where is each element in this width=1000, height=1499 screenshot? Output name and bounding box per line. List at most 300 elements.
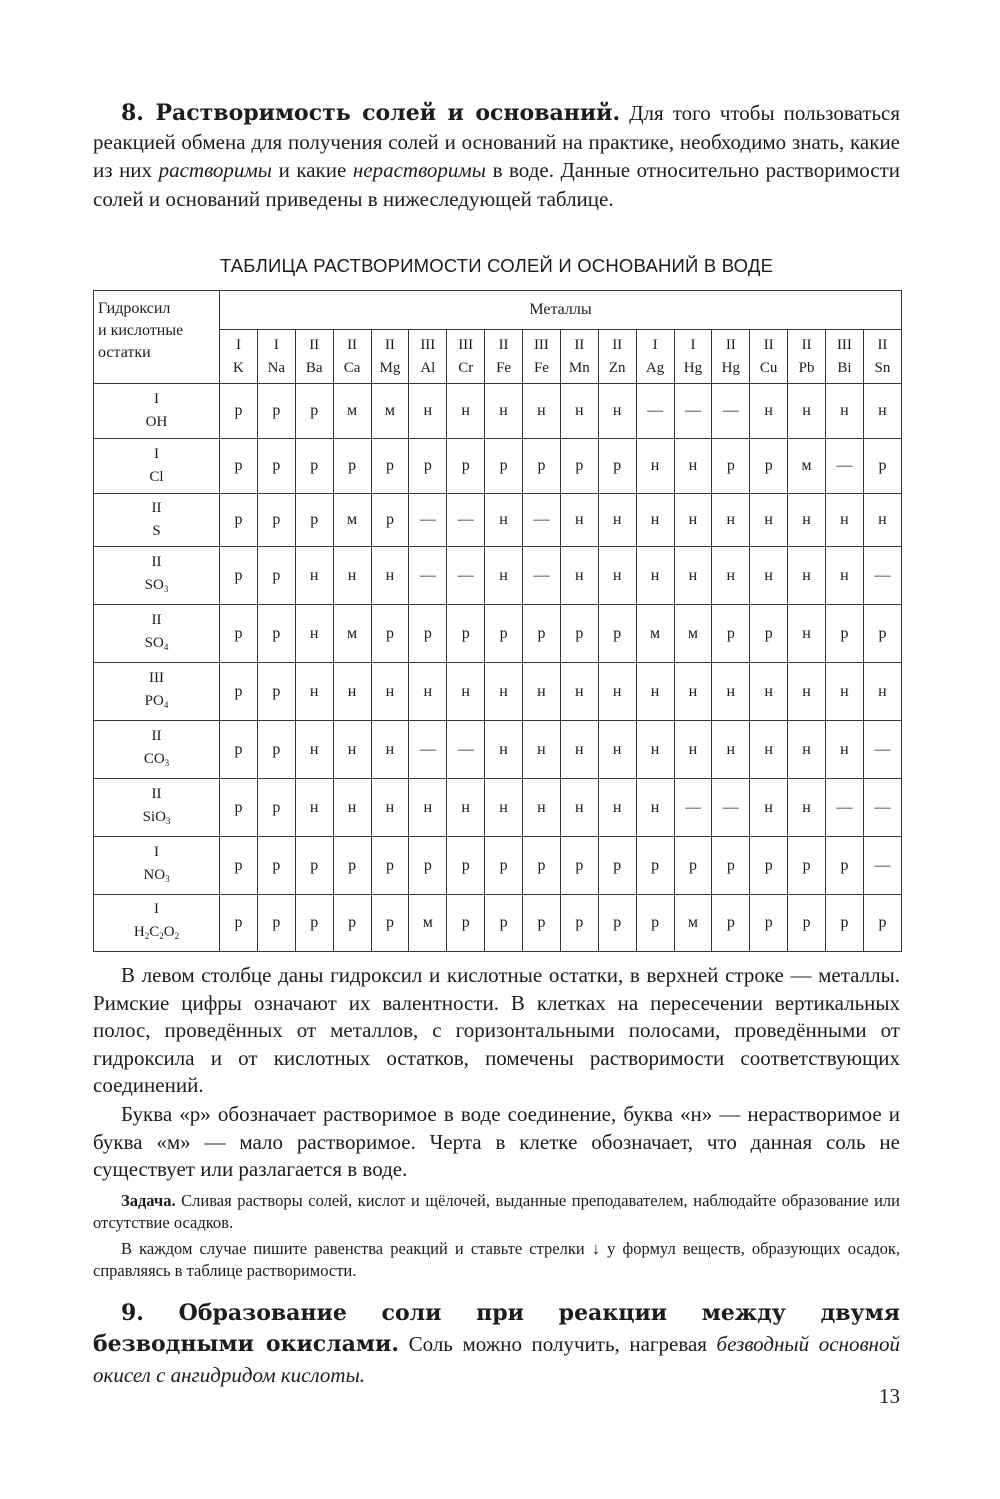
metal-header-cell (750, 330, 788, 384)
solubility-cell: н (523, 663, 561, 721)
anion-header-cell (94, 779, 220, 837)
metal-symbol: Fe (496, 359, 512, 376)
solubility-cell: — (674, 384, 712, 439)
solubility-cell: — (674, 779, 712, 837)
solubility-cell: р (485, 605, 523, 663)
solubility-cell: н (636, 494, 674, 547)
solubility-cell: р (409, 605, 447, 663)
solubility-cell: н (712, 663, 750, 721)
metal-valence: II (347, 336, 358, 353)
solubility-cell: р (371, 439, 409, 494)
formula-subscript: 4 (163, 699, 169, 710)
solubility-cell: р (220, 605, 258, 663)
solubility-cell: н (636, 663, 674, 721)
solubility-cell: н (598, 779, 636, 837)
anion-valence: III (149, 669, 164, 686)
solubility-cell: — (409, 721, 447, 779)
metal-symbol: Al (420, 359, 436, 376)
solubility-cell: р (220, 895, 258, 952)
anion-formula (94, 864, 219, 891)
solubility-cell: р (257, 439, 295, 494)
solubility-cell: р (295, 384, 333, 439)
metal-header-cell (788, 330, 826, 384)
solubility-cell: р (333, 837, 371, 895)
solubility-cell: н (371, 721, 409, 779)
anion-header-cell (94, 663, 220, 721)
solubility-cell: м (333, 605, 371, 663)
solubility-cell: — (863, 779, 901, 837)
solubility-cell: р (220, 779, 258, 837)
solubility-cell: р (257, 779, 295, 837)
solubility-cell: н (295, 547, 333, 605)
solubility-cell: н (485, 547, 523, 605)
solubility-cell: н (560, 384, 598, 439)
solubility-cell: м (333, 494, 371, 547)
solubility-cell: — (409, 494, 447, 547)
metal-symbol: Bi (837, 359, 852, 376)
solubility-cell: р (788, 895, 826, 952)
metal-symbol: Na (267, 359, 286, 376)
anion-header-cell (94, 547, 220, 605)
table-caption: ТАБЛИЦА РАСТВОРИМОСТИ СОЛЕЙ И ОСНОВАНИЙ В ВОДЕ (219, 255, 774, 276)
solubility-cell: н (863, 663, 901, 721)
solubility-cell: н (560, 779, 598, 837)
solubility-cell: н (712, 547, 750, 605)
solubility-cell: н (447, 779, 485, 837)
solubility-cell: н (788, 779, 826, 837)
solubility-cell: р (712, 605, 750, 663)
task-instruction: В каждом случае пишите равенства реакций и ставьте стрелки ↓ у формул веществ, образующих осадок, справляясь в таблице растворимости. (93, 1239, 900, 1280)
solubility-cell: р (220, 547, 258, 605)
solubility-cell: н (636, 721, 674, 779)
solubility-cell: н (750, 779, 788, 837)
solubility-cell: р (788, 837, 826, 895)
solubility-cell: н (598, 494, 636, 547)
solubility-cell: р (523, 895, 561, 952)
metal-symbol: Ag (645, 359, 665, 376)
solubility-cell: р (447, 895, 485, 952)
metal-valence: I (235, 336, 241, 353)
formula-part: SO (144, 576, 164, 593)
section-8-text: и какие (272, 158, 353, 183)
anion-formula (94, 411, 219, 434)
solubility-cell: р (447, 439, 485, 494)
anion-header-cell (94, 439, 220, 494)
solubility-cell: м (636, 605, 674, 663)
solubility-cell: р (371, 895, 409, 952)
metal-header-cell (485, 330, 523, 384)
metal-header-cell (409, 330, 447, 384)
formula-part: SO (144, 634, 164, 651)
table-explanation-paragraph: В левом столбце даны гидроксил и кислотные остатки, в верхней строке — металлы. Римские цифры означают их валентности. В клетках на пересечении вертикальных полос, проведённых от металлов, с горизонтальными полосами, проведёнными от гидроксила и от кислотных остатков, помечены растворимости соответствующих соединений. (93, 963, 900, 1097)
solubility-cell: н (523, 779, 561, 837)
solubility-cell: р (485, 439, 523, 494)
solubility-cell: н (598, 663, 636, 721)
row-header-corner (94, 291, 220, 384)
anion-formula (94, 520, 219, 543)
solubility-cell: р (447, 605, 485, 663)
solubility-cell: р (712, 439, 750, 494)
formula-part: C (149, 924, 160, 940)
solubility-cell: р (333, 895, 371, 952)
formula-subscript: 4 (163, 641, 169, 652)
task-label: Задача. (121, 1191, 176, 1210)
solubility-cell: н (485, 663, 523, 721)
table-row (94, 605, 902, 663)
metal-symbol: Sn (874, 359, 891, 376)
solubility-cell: — (863, 547, 901, 605)
solubility-cell: — (712, 779, 750, 837)
solubility-cell: н (674, 494, 712, 547)
metal-header-cell (295, 330, 333, 384)
section-8-paragraph (93, 99, 900, 213)
anion-valence: II (151, 500, 162, 516)
solubility-cell: — (712, 384, 750, 439)
table-row (94, 837, 902, 895)
solubility-cell: р (409, 837, 447, 895)
solubility-cell: р (826, 605, 864, 663)
formula-subscript: 3 (165, 815, 171, 826)
emphasis-soluble: растворимы (158, 158, 273, 183)
solubility-cell: н (826, 721, 864, 779)
solubility-cell: н (598, 547, 636, 605)
solubility-cell: р (636, 895, 674, 952)
metal-symbol: K (233, 359, 244, 376)
solubility-cell: р (485, 895, 523, 952)
anion-formula (94, 466, 219, 489)
anion-header-cell (94, 895, 220, 952)
formula-part: SiO (142, 808, 166, 825)
table-row (94, 439, 902, 494)
metal-valence: II (309, 336, 320, 353)
metal-valence: II (763, 336, 774, 353)
solubility-cell: м (409, 895, 447, 952)
solubility-cell: р (712, 895, 750, 952)
anion-header-cell (94, 721, 220, 779)
task-text: Сливая растворы солей, кислот и щёлочей, выданные преподавателем, наблюдайте образование или отсутствие осадков. (93, 1191, 900, 1232)
solubility-cell: н (560, 547, 598, 605)
solubility-cell: р (560, 895, 598, 952)
solubility-cell: р (257, 494, 295, 547)
anion-header-cell (94, 384, 220, 439)
solubility-cell: н (788, 605, 826, 663)
metal-symbol: Pb (798, 359, 815, 376)
formula-part: PO (144, 692, 164, 709)
corner-line: и кислотные (98, 322, 184, 339)
table-row (94, 547, 902, 605)
metal-header-cell (220, 330, 258, 384)
metal-valence: III (420, 336, 436, 353)
solubility-cell: — (447, 547, 485, 605)
solubility-cell: н (295, 605, 333, 663)
solubility-cell: н (826, 663, 864, 721)
solubility-cell: н (598, 721, 636, 779)
section-9-text: Соль можно получить, нагревая (399, 1332, 717, 1356)
legend-paragraph: Буква «р» обозначает растворимое в воде соединение, буква «н» — нерастворимое и буква «м» — мало растворимое. Черта в клетке обозначает, что данная соль не существует или разлагается в воде. (93, 1102, 900, 1181)
metal-valence: II (801, 336, 812, 353)
metal-valence: II (877, 336, 888, 353)
solubility-cell: м (371, 384, 409, 439)
metal-valence: II (384, 336, 395, 353)
solubility-cell: — (826, 439, 864, 494)
table-row (94, 721, 902, 779)
table-row (94, 779, 902, 837)
anion-valence: II (151, 727, 162, 744)
solubility-cell: р (295, 837, 333, 895)
anion-valence: II (151, 553, 162, 570)
solubility-cell: р (220, 439, 258, 494)
solubility-cell: р (750, 439, 788, 494)
metal-symbol: Mg (379, 359, 401, 376)
metal-symbol: Ca (343, 359, 361, 376)
solubility-cell: м (674, 895, 712, 952)
solubility-cell: н (636, 547, 674, 605)
solubility-cell: р (598, 837, 636, 895)
formula-part: NO (143, 866, 166, 883)
solubility-cell: р (371, 605, 409, 663)
formula-subscript: 3 (164, 757, 170, 768)
solubility-cell: н (409, 779, 447, 837)
solubility-cell: н (560, 721, 598, 779)
solubility-cell: н (560, 663, 598, 721)
formula-subscript: 2 (159, 931, 164, 941)
metal-valence: III (533, 336, 549, 353)
metal-header-cell (523, 330, 561, 384)
solubility-cell: н (788, 721, 826, 779)
table-row (94, 384, 902, 439)
metal-valence: I (652, 336, 658, 353)
solubility-cell: н (523, 384, 561, 439)
metals-header: Металлы (220, 291, 902, 330)
solubility-cell: — (447, 494, 485, 547)
metal-symbol: Cr (458, 359, 474, 376)
solubility-cell: н (447, 384, 485, 439)
table-header-row (94, 291, 902, 330)
solubility-cell: — (636, 384, 674, 439)
solubility-cell: н (750, 721, 788, 779)
solubility-cell: н (333, 779, 371, 837)
solubility-cell: н (636, 439, 674, 494)
solubility-cell: н (826, 384, 864, 439)
solubility-cell: р (257, 605, 295, 663)
solubility-cell: р (560, 605, 598, 663)
metal-symbol: Ba (305, 359, 323, 376)
task-paragraph (93, 1190, 900, 1234)
section-9-paragraph (93, 1298, 900, 1391)
solubility-cell: н (295, 663, 333, 721)
anion-header-cell (94, 494, 220, 547)
solubility-cell: р (257, 547, 295, 605)
metal-header-cell (560, 330, 598, 384)
solubility-cell: р (220, 384, 258, 439)
metal-valence: I (273, 336, 279, 353)
anion-valence: I (154, 446, 159, 462)
solubility-cell: р (371, 494, 409, 547)
solubility-cell: м (674, 605, 712, 663)
metal-header-cell (333, 330, 371, 384)
solubility-cell: р (333, 439, 371, 494)
formula-subscript: 2 (174, 931, 180, 941)
solubility-cell: н (333, 663, 371, 721)
solubility-cell: н (598, 384, 636, 439)
anion-valence: I (154, 843, 159, 860)
solubility-cell: н (712, 494, 750, 547)
formula-part: S (152, 523, 161, 539)
solubility-cell: р (712, 837, 750, 895)
solubility-cell: р (295, 494, 333, 547)
solubility-cell: р (560, 837, 598, 895)
formula-subscript: 2 (144, 931, 150, 941)
solubility-cell: н (333, 721, 371, 779)
solubility-cell: н (409, 384, 447, 439)
anion-formula (94, 748, 219, 775)
solubility-cell: н (485, 494, 523, 547)
solubility-cell: н (826, 494, 864, 547)
page-number: 13 (879, 1384, 900, 1408)
metal-valence: II (612, 336, 623, 353)
solubility-cell: р (409, 439, 447, 494)
solubility-cell: м (788, 439, 826, 494)
metal-valence: III (458, 336, 474, 353)
metal-header-cell (863, 330, 901, 384)
anion-valence: II (151, 611, 162, 628)
solubility-cell: н (295, 721, 333, 779)
table-row (94, 663, 902, 721)
solubility-cell: р (257, 384, 295, 439)
solubility-cell: н (674, 439, 712, 494)
solubility-cell: — (863, 721, 901, 779)
metal-valence: I (690, 336, 696, 353)
corner-line: остатки (98, 344, 151, 361)
metal-symbol: Mn (568, 359, 590, 376)
formula-subscript: 3 (165, 873, 170, 884)
solubility-cell: н (674, 721, 712, 779)
metal-header-cell (598, 330, 636, 384)
solubility-cell: н (371, 663, 409, 721)
corner-line: Гидроксил (98, 300, 171, 317)
solubility-cell: р (863, 605, 901, 663)
solubility-cell: р (220, 721, 258, 779)
solubility-cell: р (220, 663, 258, 721)
solubility-cell: — (863, 837, 901, 895)
solubility-cell: н (750, 384, 788, 439)
solubility-cell: н (712, 721, 750, 779)
solubility-cell: — (409, 547, 447, 605)
solubility-cell: р (750, 605, 788, 663)
solubility-cell: р (826, 895, 864, 952)
solubility-cell: н (560, 494, 598, 547)
metal-symbol: Hg (683, 359, 703, 376)
solubility-cell: н (409, 663, 447, 721)
section-8-heading: 8. Растворимость солей и оснований. (121, 100, 621, 126)
solubility-cell: н (750, 494, 788, 547)
solubility-cell: н (788, 663, 826, 721)
solubility-cell: р (598, 605, 636, 663)
solubility-cell: р (863, 895, 901, 952)
metal-valence: II (574, 336, 585, 353)
section-8-text: в воде. Данные относительно растворимости солей и оснований приведены в нижеследующей таблице. (93, 158, 900, 211)
table-row (94, 494, 902, 547)
solubility-cell: н (485, 384, 523, 439)
solubility-cell: р (371, 837, 409, 895)
section-9-emphasis: безводный основной окисел с ангидридом кислоты. (93, 1332, 900, 1387)
solubility-cell: н (485, 721, 523, 779)
solubility-cell: р (257, 663, 295, 721)
solubility-cell: р (257, 837, 295, 895)
solubility-cell: н (636, 779, 674, 837)
metal-valence: III (836, 336, 852, 353)
metal-symbol: Zn (608, 359, 626, 376)
solubility-cell: р (257, 721, 295, 779)
solubility-cell: р (674, 837, 712, 895)
metal-header-cell (371, 330, 409, 384)
solubility-cell: н (485, 779, 523, 837)
solubility-cell: н (371, 779, 409, 837)
solubility-cell: н (788, 494, 826, 547)
solubility-cell: р (826, 837, 864, 895)
solubility-cell: р (523, 837, 561, 895)
metal-header-cell (712, 330, 750, 384)
anion-formula (94, 806, 219, 833)
formula-part: O (163, 924, 175, 940)
solubility-cell: — (826, 779, 864, 837)
formula-subscript: 3 (163, 583, 169, 594)
solubility-cell: р (863, 439, 901, 494)
solubility-cell: р (598, 439, 636, 494)
solubility-cell: н (333, 547, 371, 605)
solubility-cell: м (333, 384, 371, 439)
solubility-cell: н (371, 547, 409, 605)
metal-header-cell (447, 330, 485, 384)
metal-symbol: Cu (759, 359, 778, 376)
metal-symbol: Hg (721, 359, 740, 376)
solubility-cell: р (523, 439, 561, 494)
solubility-cell: р (750, 895, 788, 952)
anion-valence: I (154, 391, 159, 407)
emphasis-insoluble: нерастворимы (352, 158, 487, 183)
solubility-cell: н (750, 547, 788, 605)
solubility-cell: — (523, 494, 561, 547)
solubility-cell: р (636, 837, 674, 895)
solubility-cell: р (485, 837, 523, 895)
formula-part: CO (143, 750, 165, 767)
solubility-cell: н (523, 721, 561, 779)
anion-formula (94, 632, 219, 659)
solubility-cell: р (750, 837, 788, 895)
solubility-cell: р (295, 439, 333, 494)
metal-header-cell (826, 330, 864, 384)
anion-valence: II (151, 785, 162, 802)
section-8-text: Для того чтобы пользоваться реакцией обмена для получения солей и оснований на практике, необходимо знать, какие из них (93, 101, 900, 183)
solubility-cell: — (447, 721, 485, 779)
solubility-cell: н (788, 547, 826, 605)
solubility-cell: н (863, 384, 901, 439)
formula-part: OH (145, 414, 168, 430)
solubility-cell: — (523, 547, 561, 605)
solubility-cell: р (220, 837, 258, 895)
solubility-cell: н (295, 779, 333, 837)
solubility-cell: н (674, 663, 712, 721)
solubility-cell: н (826, 547, 864, 605)
formula-part: Cl (149, 469, 164, 485)
solubility-cell: н (788, 384, 826, 439)
solubility-cell: р (257, 895, 295, 952)
solubility-cell: р (220, 494, 258, 547)
anion-formula (94, 921, 219, 948)
solubility-cell: н (750, 663, 788, 721)
anion-formula (94, 574, 219, 601)
metal-header-cell (674, 330, 712, 384)
